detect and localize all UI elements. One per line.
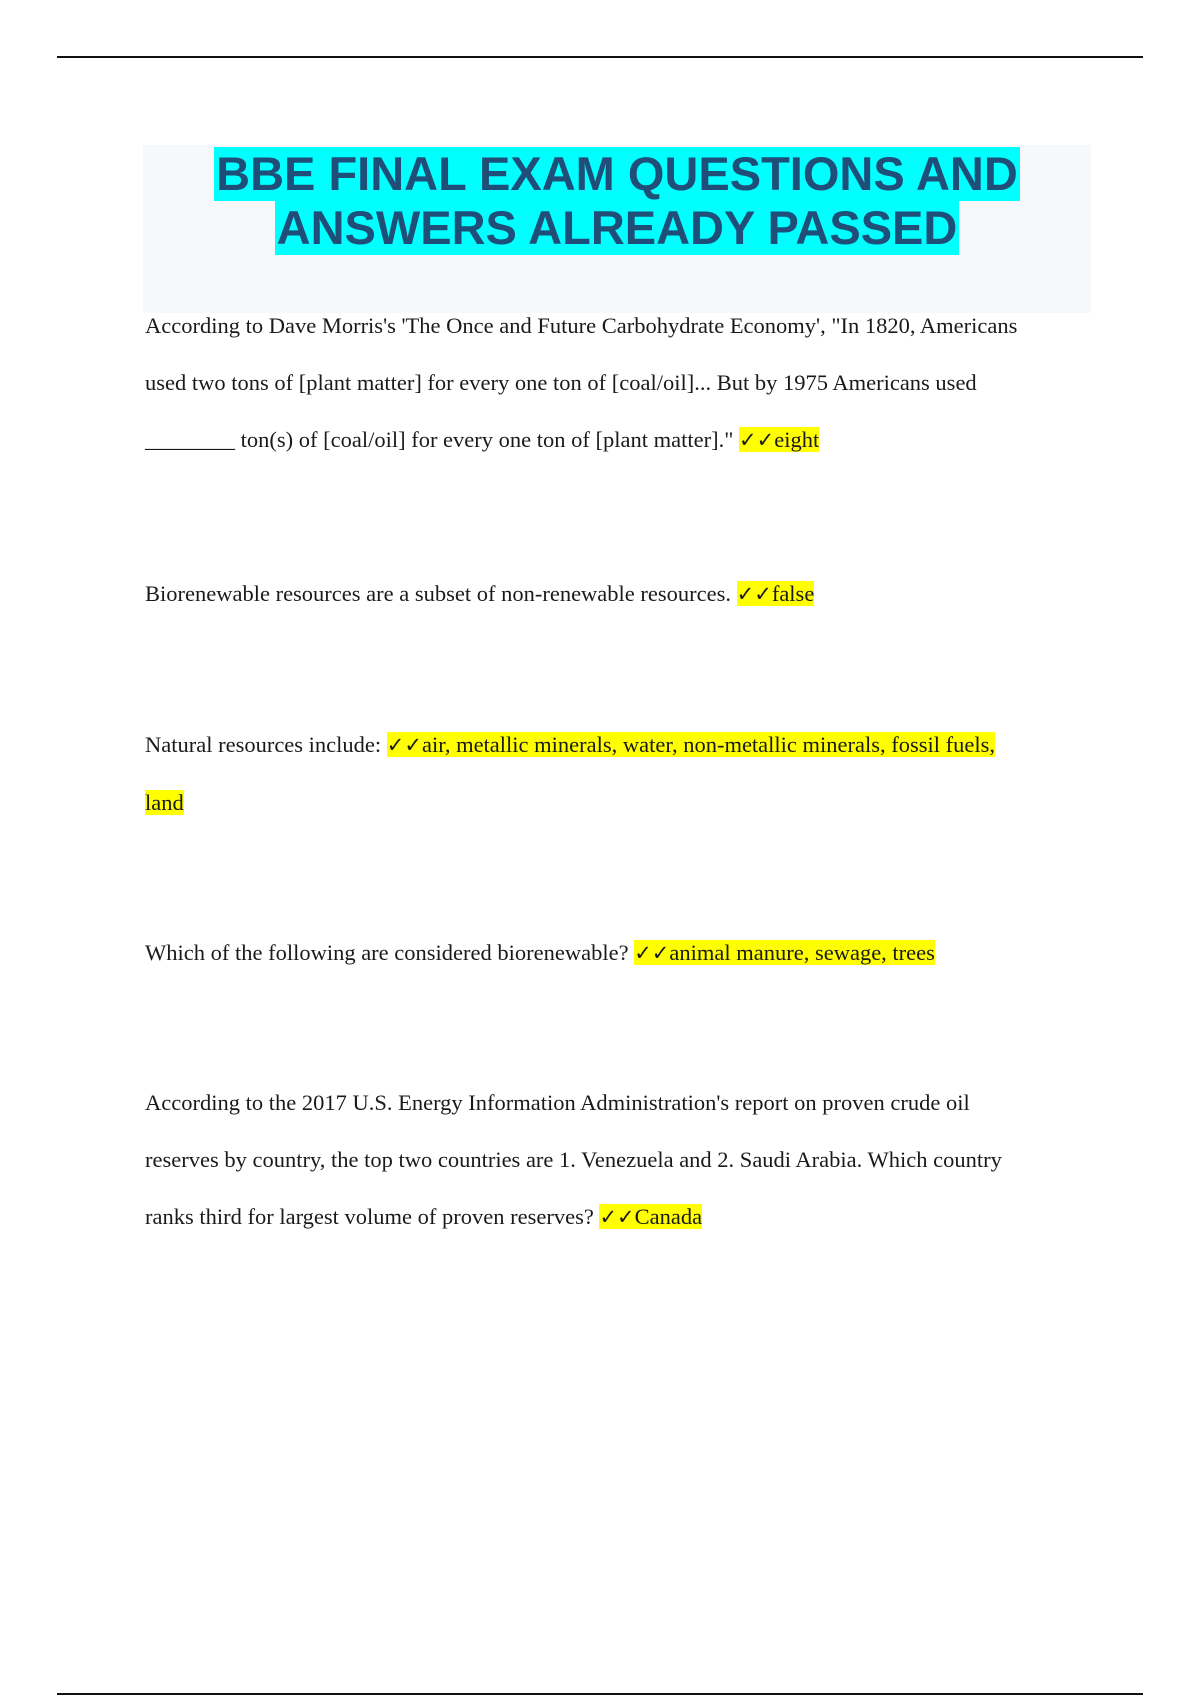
double-check-icon: ✓✓ <box>736 582 772 606</box>
question-text: According to Dave Morris's 'The Once and Future Carbohydrate Economy', "In 1820, Americans <box>145 313 1018 338</box>
answer-text: animal manure, sewage, trees <box>669 940 935 965</box>
double-check-icon: ✓✓ <box>599 1205 635 1229</box>
answer-text: false <box>771 581 815 606</box>
question-text: ________ ton(s) of [coal/oil] for every one ton of [plant matter]." <box>145 427 740 452</box>
qa-item-2 <box>145 565 1090 623</box>
double-check-icon: ✓✓ <box>739 428 775 452</box>
document-title-line-2: ANSWERS ALREADY PASSED <box>276 201 958 254</box>
answer-highlight <box>387 732 995 757</box>
answer-text: air, metallic minerals, water, non-metallic minerals, fossil fuels, <box>421 732 995 757</box>
answer-highlight <box>599 1204 702 1229</box>
question-text: used two tons of [plant matter] for every one ton of [coal/oil]... But by 1975 Americans used <box>145 370 977 395</box>
document-title-line-1: BBE FINAL EXAM QUESTIONS AND <box>216 147 1018 200</box>
qa-item-1 <box>145 297 1090 469</box>
answer-highlight <box>737 581 815 606</box>
question-text: ranks third for largest volume of proven reserves? <box>145 1204 600 1229</box>
question-text: Natural resources include: <box>145 732 387 757</box>
qa-item-5 <box>145 1074 1090 1246</box>
header-rule <box>57 56 1143 58</box>
qa-item-3 <box>145 716 1090 831</box>
answer-text: land <box>145 790 184 815</box>
answer-highlight <box>739 427 819 452</box>
title-panel <box>143 145 1091 313</box>
question-text: According to the 2017 U.S. Energy Information Administration's report on proven crude oil <box>145 1090 970 1115</box>
qa-item-4 <box>145 924 1090 982</box>
answer-text: eight <box>774 427 820 452</box>
footer-rule <box>57 1693 1143 1695</box>
question-text: Which of the following are considered biorenewable? <box>145 940 635 965</box>
answer-highlight <box>634 940 935 965</box>
question-text: Biorenewable resources are a subset of non-renewable resources. <box>145 581 737 606</box>
double-check-icon: ✓✓ <box>386 733 422 757</box>
double-check-icon: ✓✓ <box>634 941 670 965</box>
answer-text: Canada <box>634 1204 703 1229</box>
question-text: reserves by country, the top two countries are 1. Venezuela and 2. Saudi Arabia. Which country <box>145 1147 1002 1172</box>
